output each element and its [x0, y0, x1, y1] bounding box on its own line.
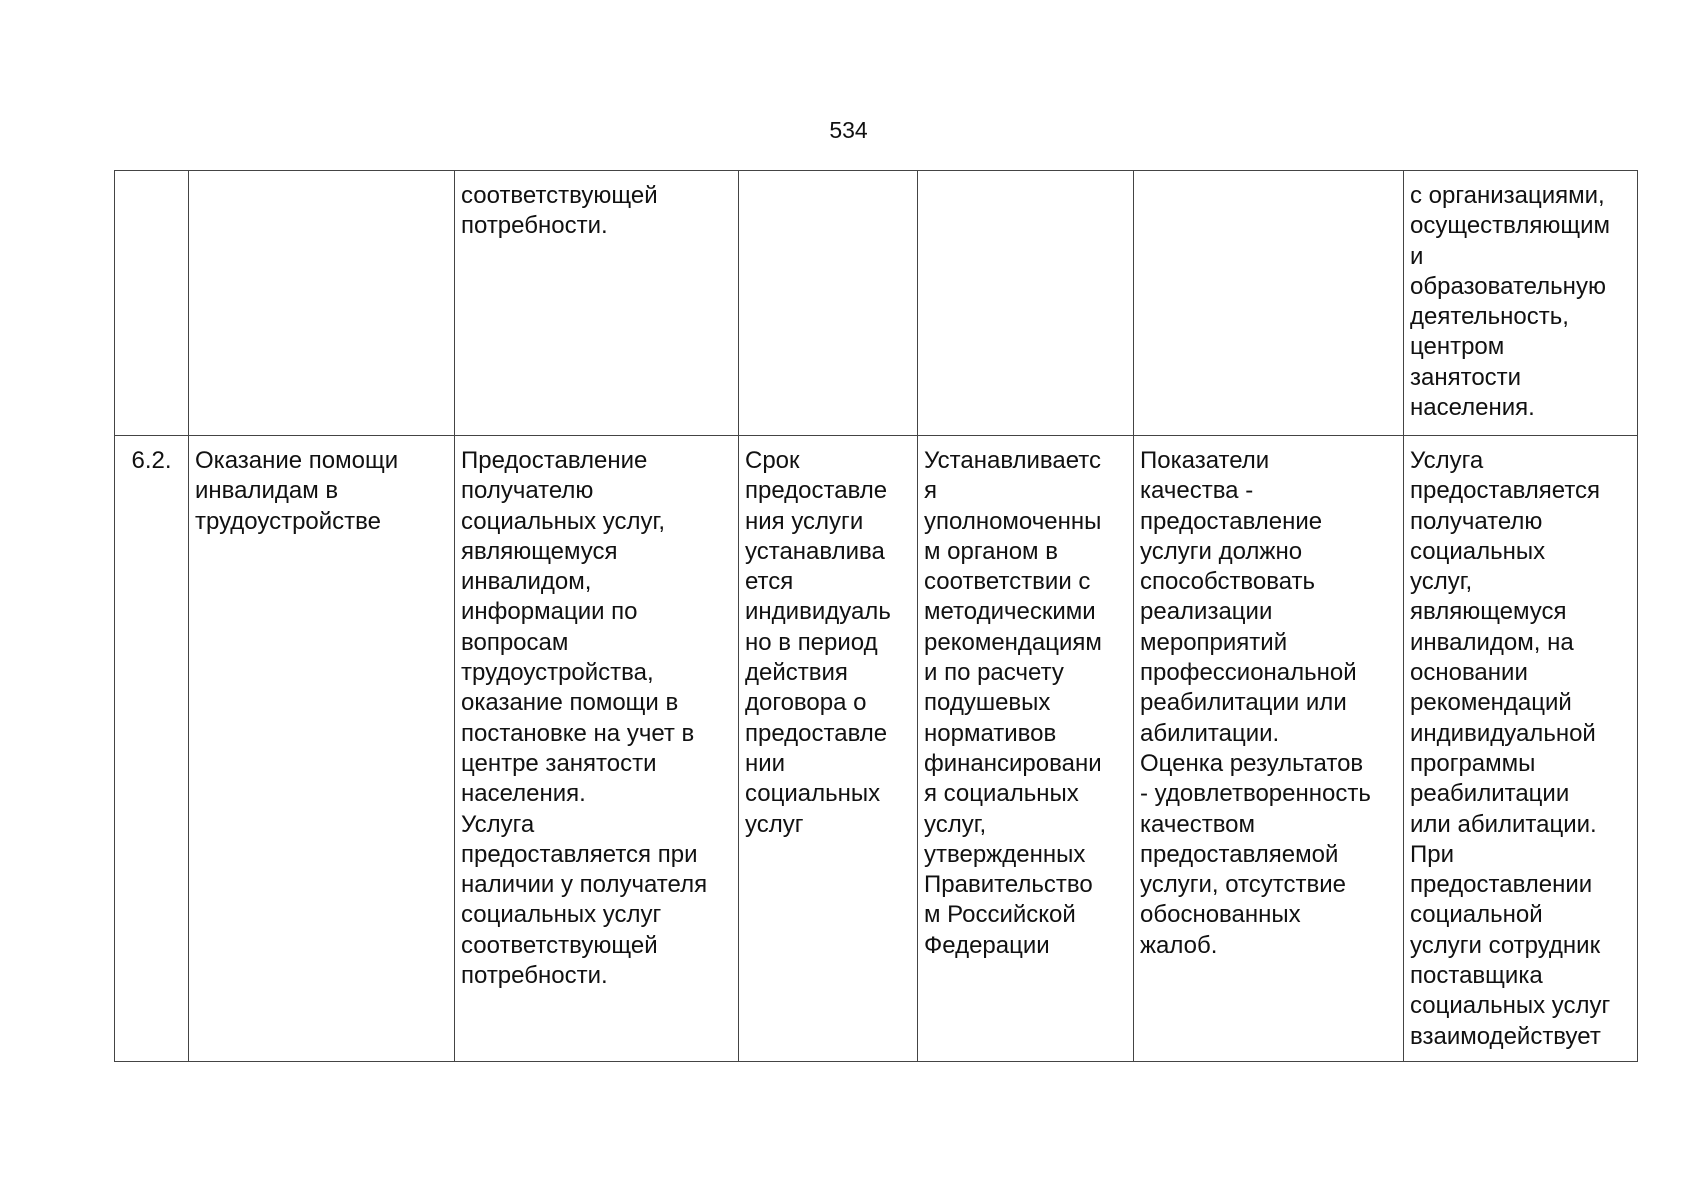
- cell-service-quality: Показатели качества - предоставление услуги должно способствовать реализации мероприятий профессиональной реабилитации или абилитации. Оценка результатов - удовлетворенность качеством предоставляемой услуги, отсутствие обоснованных жалоб.: [1134, 436, 1404, 1062]
- cell-service-name: [189, 171, 455, 436]
- cell-service-term: Срок предоставле ния услуги устанавлива ется индивидуаль но в период действия договора о предоставле нии социальных услуг: [739, 436, 918, 1062]
- cell-service-conditions: с организациями, осуществляющим и образовательную деятельность, центром занятости населения.: [1404, 171, 1638, 436]
- cell-number: [115, 171, 189, 436]
- cell-service-name: Оказание помощи инвалидам в трудоустройстве: [189, 436, 455, 1062]
- cell-service-term: [739, 171, 918, 436]
- table-row-6-2: [115, 436, 1638, 1062]
- page-number: 534: [829, 117, 868, 143]
- cell-service-quality: [1134, 171, 1404, 436]
- cell-service-cost: Устанавливаетс я уполномоченны м органом в соответствии с методическими рекомендациям и по расчету подушевых нормативов финансировани я социальных услуг, утвержденных Правительство м Российской Федерации: [918, 436, 1134, 1062]
- cell-service-description: соответствующей потребности.: [455, 171, 739, 436]
- cell-number: 6.2.: [115, 436, 189, 1062]
- cell-service-cost: [918, 171, 1134, 436]
- table-row-continuation: [115, 171, 1638, 436]
- cell-service-description: Предоставление получателю социальных услуг, являющемуся инвалидом, информации по вопросам трудоустройства, оказание помощи в постановке на учет в центре занятости населения. Услуга предоставляется при наличии у получателя социальных услуг соответствующей потребности.: [455, 436, 739, 1062]
- cell-service-conditions: Услуга предоставляется получателю социальных услуг, являющемуся инвалидом, на основании рекомендаций индивидуальной программы реабилитации или абилитации. При предоставлении социальной услуги сотрудник поставщика социальных услуг взаимодействует: [1404, 436, 1638, 1062]
- services-table: [114, 170, 1638, 1062]
